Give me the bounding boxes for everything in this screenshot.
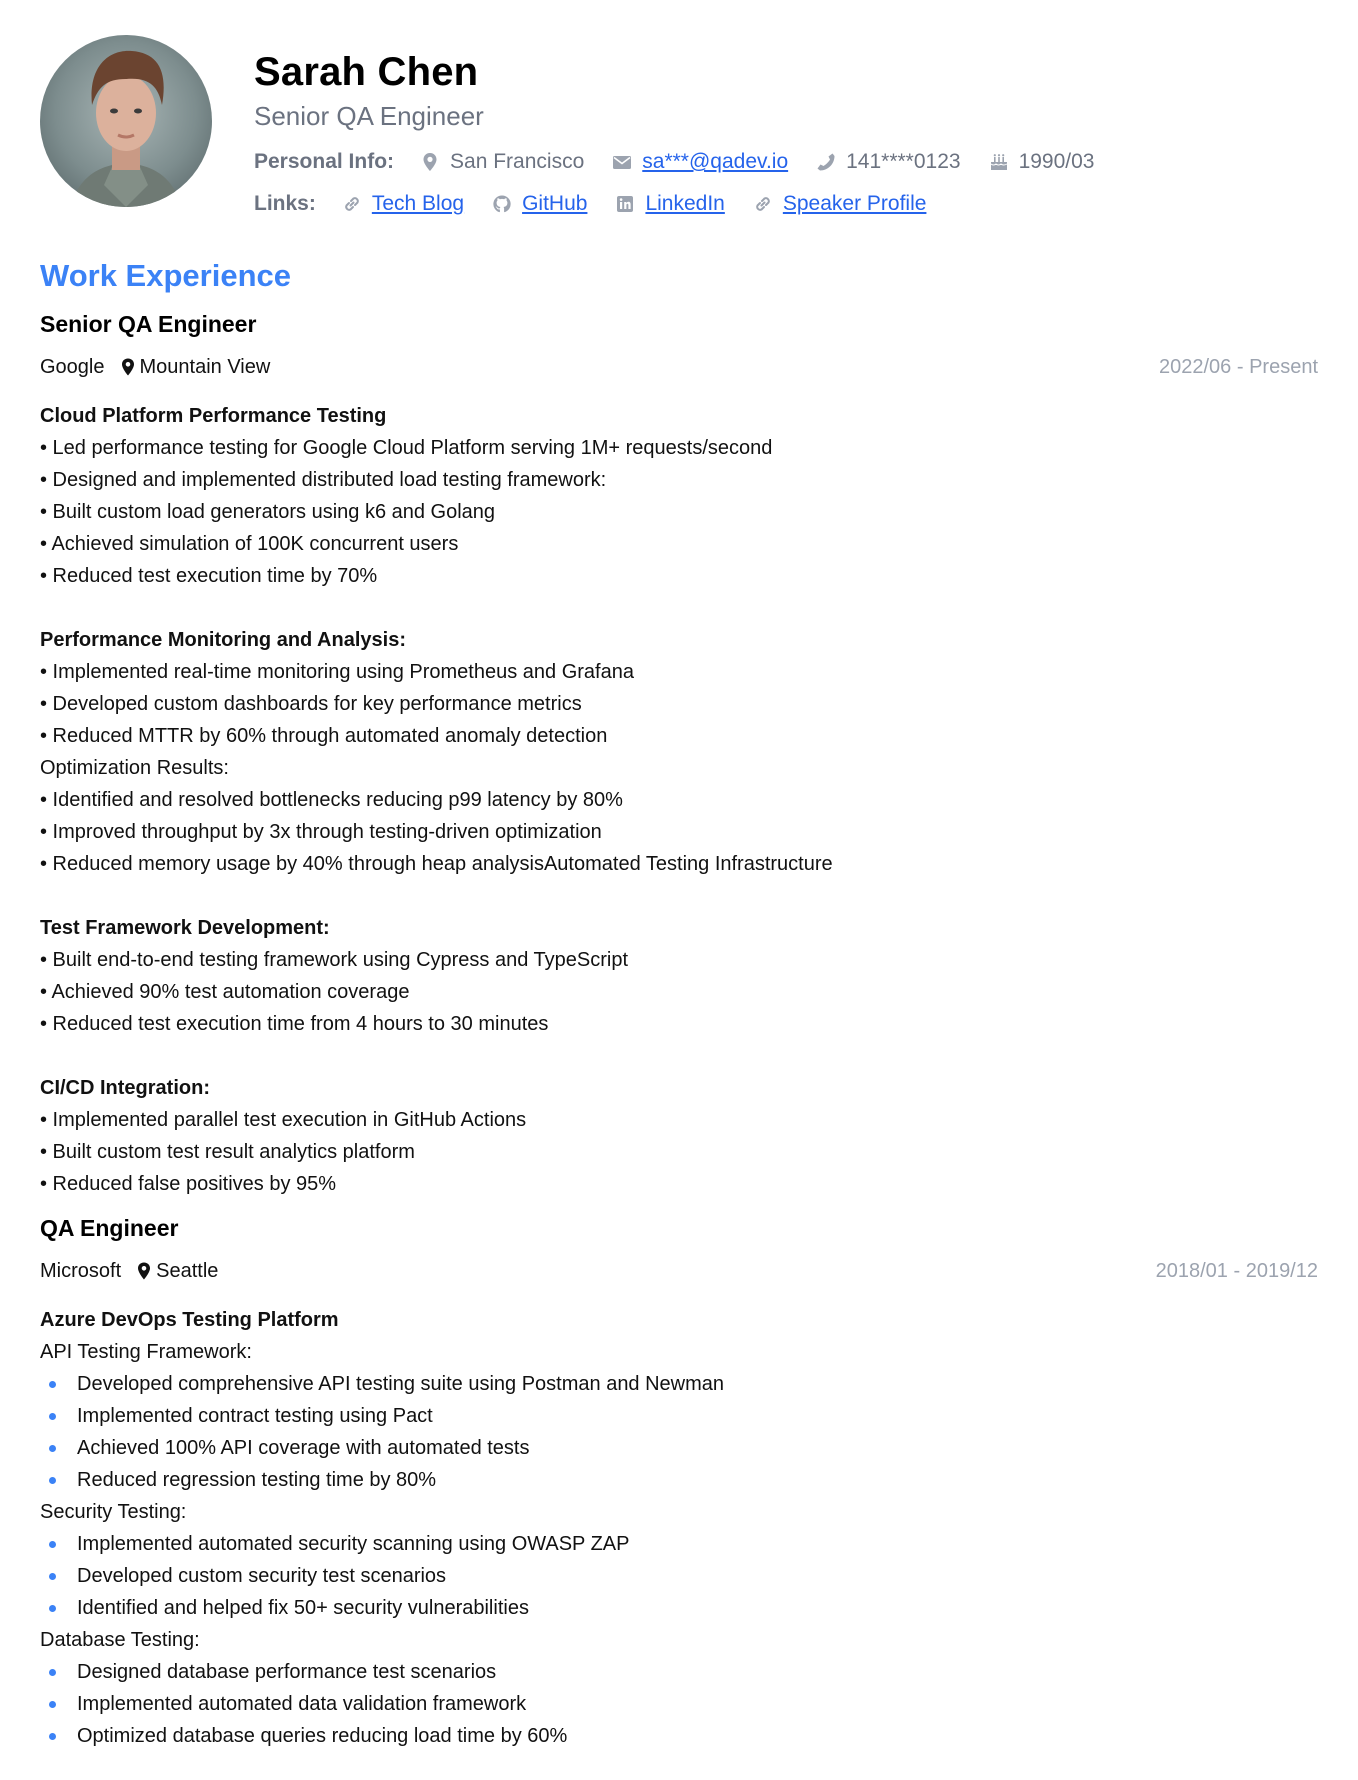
company-name: Google	[40, 355, 105, 378]
desc-line: • Improved throughput by 3x through testing-driven optimization	[40, 821, 602, 843]
company-name: Microsoft	[40, 1259, 122, 1282]
desc-line: • Implemented real-time monitoring using Prometheus and Grafana	[40, 661, 634, 683]
tech-blog-link[interactable]: Tech Blog	[371, 192, 465, 215]
list-item: Implemented automated data validation framework	[40, 1688, 1318, 1720]
location-text: San Francisco	[450, 150, 585, 173]
avatar	[40, 35, 212, 207]
desc-line: • Reduced memory usage by 40% through heap analysisAutomated Testing Infrastructure	[40, 853, 833, 875]
resume-header	[40, 35, 1318, 235]
map-pin-icon	[121, 358, 135, 376]
linkedin-icon	[615, 194, 635, 214]
location-item	[420, 150, 584, 174]
desc-line: • Built custom test result analytics platform	[40, 1141, 415, 1163]
list-item: Implemented automated security scanning using OWASP ZAP	[40, 1528, 1318, 1560]
phone-text: 141****0123	[846, 150, 961, 173]
list-item: Optimized database queries reducing load time by 60%	[40, 1720, 1318, 1752]
map-pin-icon	[420, 152, 440, 172]
github-link[interactable]: GitHub	[522, 192, 588, 215]
desc-line: • Reduced test execution time by 70%	[40, 565, 378, 587]
link-item-github[interactable]	[492, 192, 587, 216]
group-heading: Test Framework Development:	[40, 917, 330, 939]
subsection-label: Security Testing:	[40, 1501, 187, 1523]
list-item: Identified and helped fix 50+ security vulnerabilities	[40, 1592, 1318, 1624]
email-item	[612, 150, 788, 174]
candidate-title: Senior QA Engineer	[254, 101, 484, 131]
subsection-label: Database Testing:	[40, 1629, 200, 1651]
list-item: Implemented contract testing using Pact	[40, 1400, 1318, 1432]
job-entry	[40, 304, 1318, 1200]
link-item-speaker-profile[interactable]	[753, 192, 927, 216]
list-item: Reduced regression testing time by 80%	[40, 1464, 1318, 1496]
job-dates: 2018/01 - 2019/12	[1155, 1259, 1318, 1282]
desc-line: • Built end-to-end testing framework using Cypress and TypeScript	[40, 949, 629, 971]
phone-icon	[816, 152, 836, 172]
job-description	[40, 400, 1318, 1200]
project-title: Cloud Platform Performance Testing	[40, 405, 387, 427]
job-title: QA Engineer	[40, 1215, 179, 1241]
list-item: Developed comprehensive API testing suite using Postman and Newman	[40, 1368, 1318, 1400]
link-item-linkedin[interactable]	[615, 192, 724, 216]
birthday-cake-icon	[989, 152, 1009, 172]
desc-line: • Identified and resolved bottlenecks reducing p99 latency by 80%	[40, 789, 623, 811]
subsection-label: API Testing Framework:	[40, 1341, 252, 1363]
desc-line: • Implemented parallel test execution in GitHub Actions	[40, 1109, 527, 1131]
bullet-list	[40, 1528, 1318, 1624]
job-description	[40, 1304, 1318, 1752]
avatar-portrait-icon	[40, 35, 212, 207]
desc-line: Optimization Results:	[40, 757, 229, 779]
group-heading: Performance Monitoring and Analysis:	[40, 629, 406, 651]
list-item: Designed database performance test scenarios	[40, 1656, 1318, 1688]
job-meta	[40, 344, 1318, 390]
personal-info-row	[254, 141, 1123, 183]
phone-item	[816, 150, 960, 174]
work-experience-section	[40, 254, 1318, 1752]
desc-line: • Built custom load generators using k6 and Golang	[40, 501, 496, 523]
job-entry	[40, 1208, 1318, 1752]
job-location: Mountain View	[139, 355, 271, 378]
links-label: Links:	[254, 192, 316, 215]
desc-line: • Reduced MTTR by 60% through automated anomaly detection	[40, 725, 608, 747]
desc-line: • Achieved simulation of 100K concurrent users	[40, 533, 459, 555]
section-title: Work Experience	[40, 258, 291, 293]
personal-info-label: Personal Info:	[254, 150, 395, 173]
desc-line: • Led performance testing for Google Cloud Platform serving 1M+ requests/second	[40, 437, 773, 459]
project-title: Azure DevOps Testing Platform	[40, 1309, 339, 1331]
link-item-tech-blog[interactable]	[342, 192, 464, 216]
job-location: Seattle	[156, 1259, 219, 1282]
job-meta	[40, 1248, 1318, 1294]
links-row	[254, 183, 1123, 225]
job-dates: 2022/06 - Present	[1159, 355, 1318, 378]
desc-line: • Designed and implemented distributed load testing framework:	[40, 469, 607, 491]
desc-line: • Achieved 90% test automation coverage	[40, 981, 410, 1003]
envelope-icon	[612, 152, 632, 172]
map-pin-icon	[137, 1262, 151, 1280]
birthday-item	[989, 150, 1095, 174]
list-item: Developed custom security test scenarios	[40, 1560, 1318, 1592]
job-title: Senior QA Engineer	[40, 311, 257, 337]
desc-line: • Reduced false positives by 95%	[40, 1173, 337, 1195]
linkedin-link[interactable]: LinkedIn	[645, 192, 725, 215]
desc-line: • Reduced test execution time from 4 hours to 30 minutes	[40, 1013, 549, 1035]
bullet-list	[40, 1656, 1318, 1752]
list-item: Achieved 100% API coverage with automated tests	[40, 1432, 1318, 1464]
link-icon	[753, 194, 773, 214]
desc-line: • Developed custom dashboards for key performance metrics	[40, 693, 582, 715]
bullet-list	[40, 1368, 1318, 1496]
candidate-name: Sarah Chen	[254, 50, 479, 94]
speaker-profile-link[interactable]: Speaker Profile	[782, 192, 927, 215]
link-icon	[342, 194, 362, 214]
email-link[interactable]: sa***@qadev.io	[642, 150, 789, 173]
github-icon	[492, 194, 512, 214]
group-heading: CI/CD Integration:	[40, 1077, 210, 1099]
birth-date-text: 1990/03	[1018, 150, 1095, 173]
